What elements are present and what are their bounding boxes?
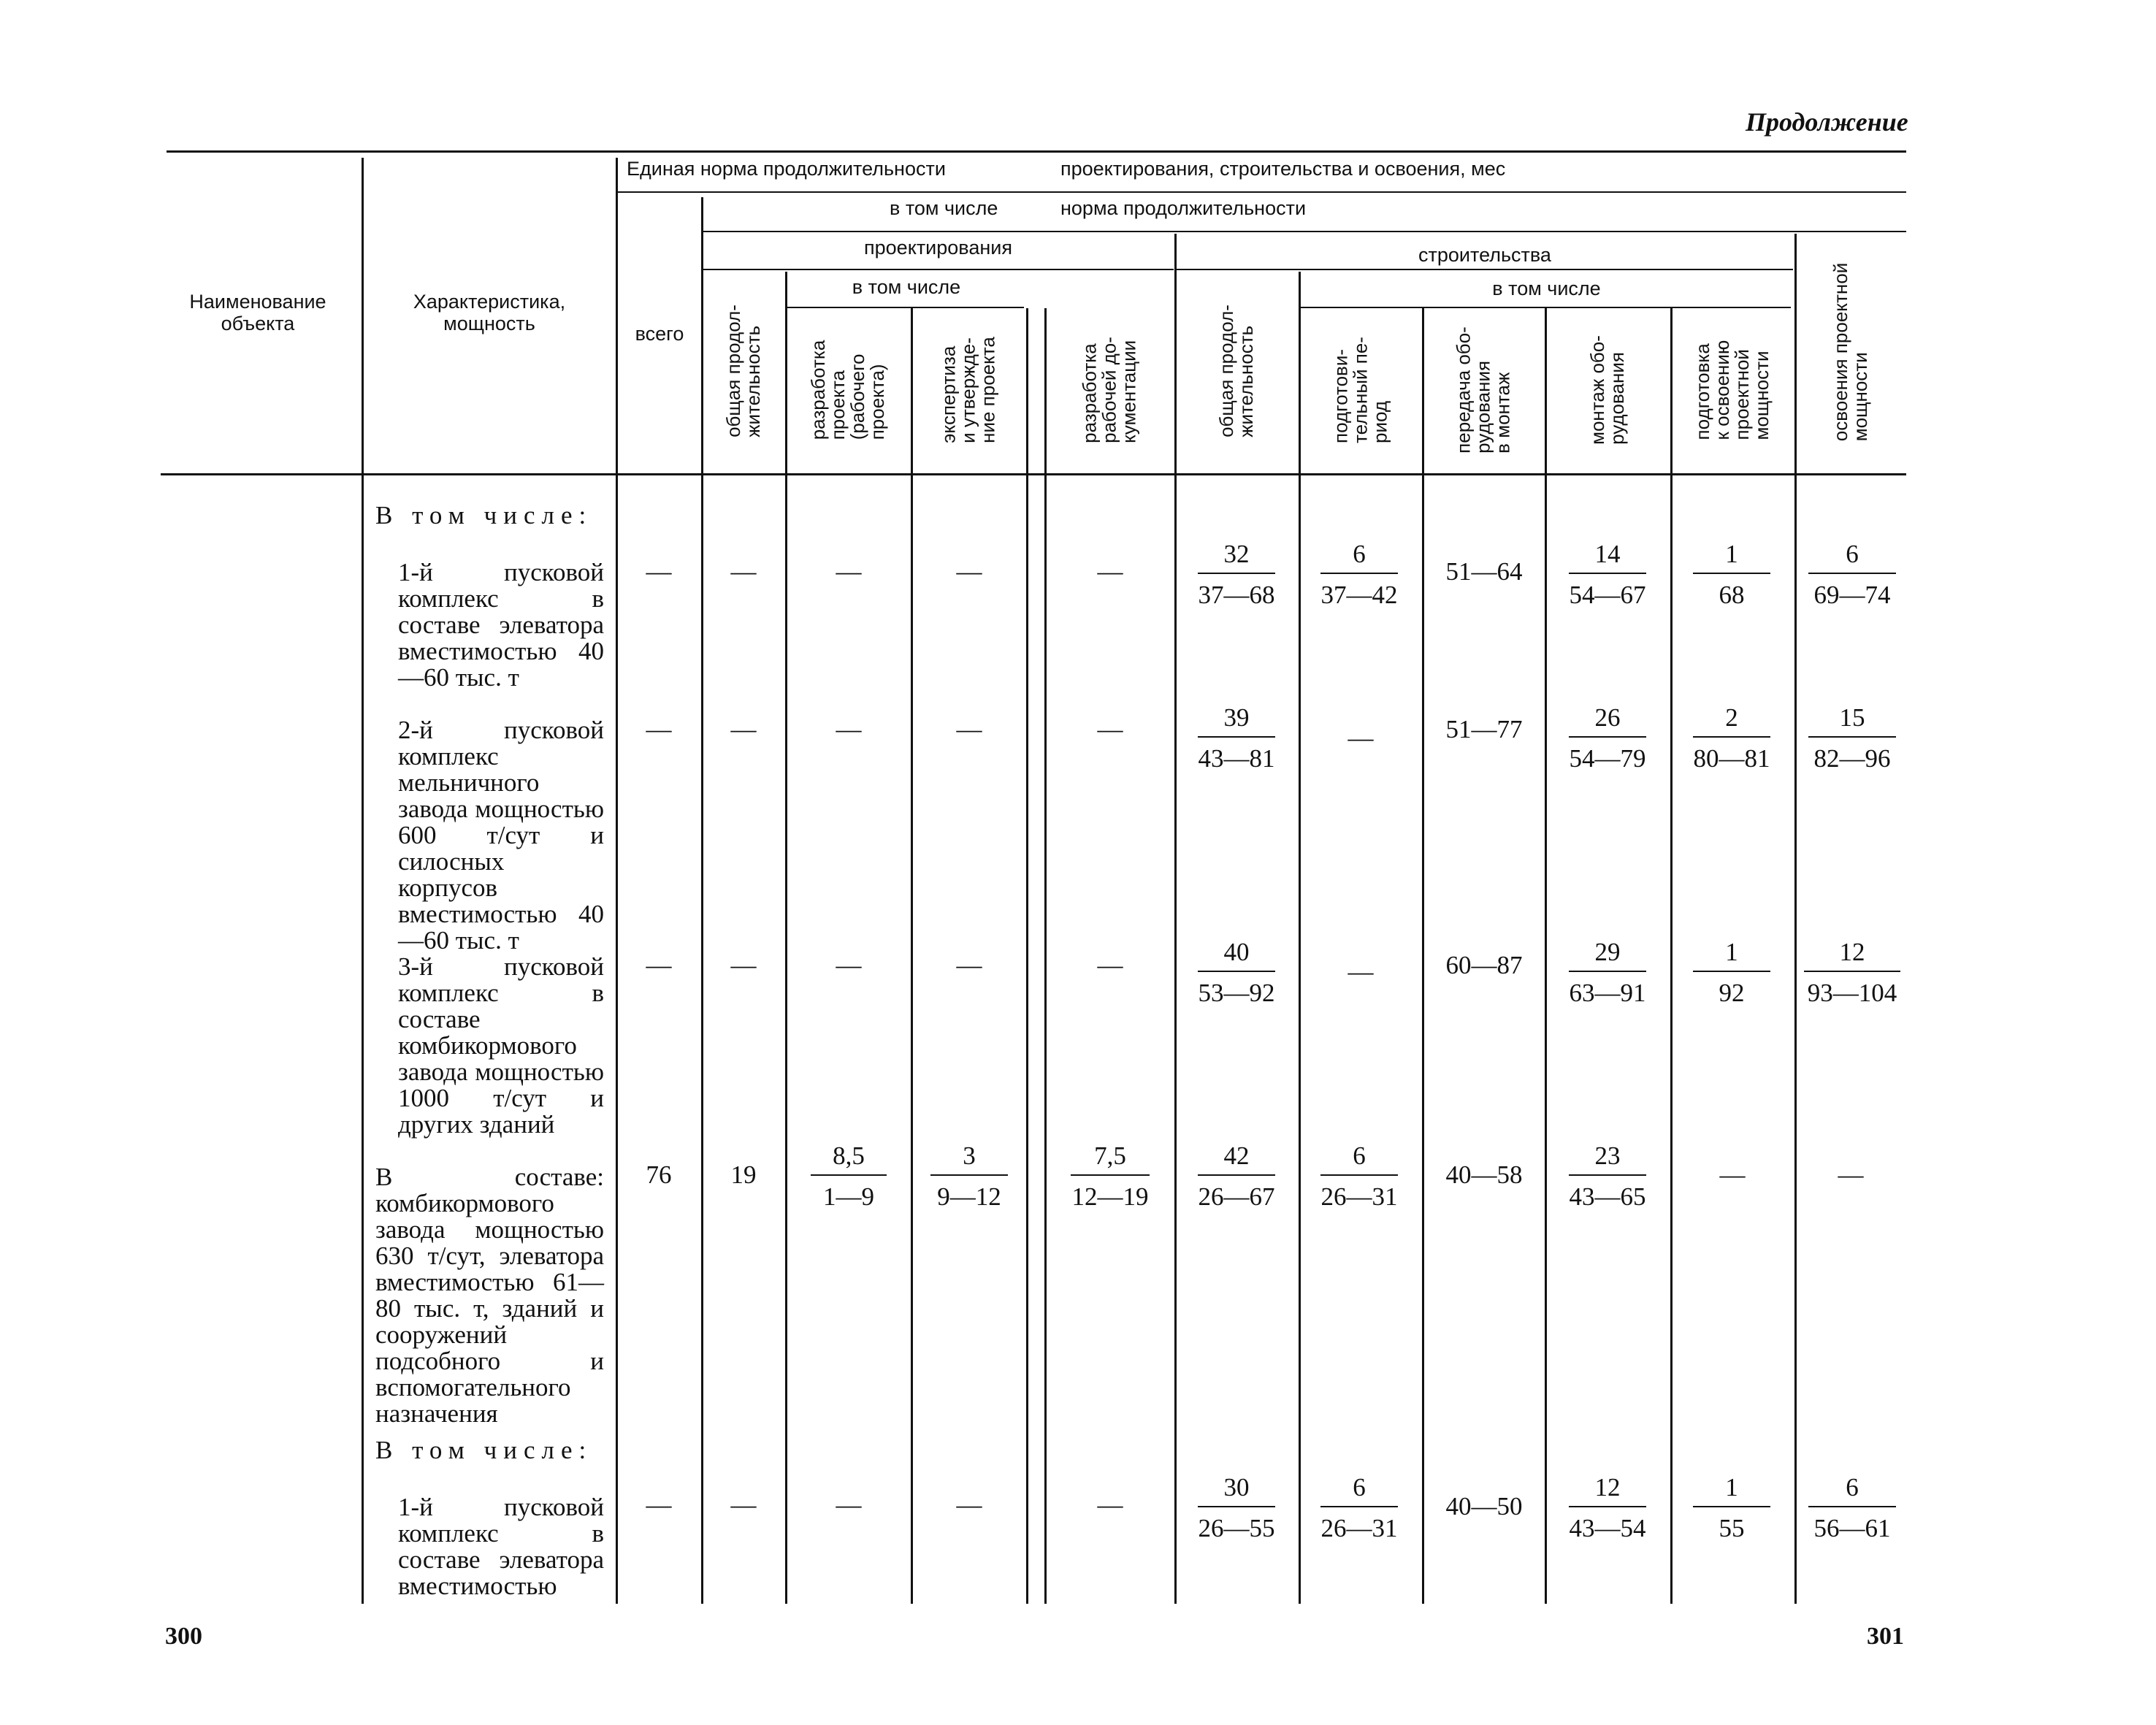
- row-4-design-work: —: [1097, 1491, 1123, 1519]
- row-2-constr-install: $\frac{29}{63—91}$: [1569, 938, 1646, 1007]
- row-0-constr-prep: $\frac{6}{37—42}$: [1320, 540, 1398, 609]
- col-line-7: [1044, 308, 1047, 1604]
- col-line-1: [362, 158, 364, 1604]
- row-1-description: 2-й пусковой комплекс мельничного завода мощностью 600 т/сут и силосных корпусов вместимостью 40—60 тыс. т: [398, 716, 604, 955]
- header-design-exam: экспертиза и утвержде- ние проекта: [937, 337, 999, 443]
- header-design-dev: разработка проекта (рабочего проекта): [807, 340, 888, 440]
- col-line-2: [616, 158, 618, 1604]
- row-4-constr-prep: $\frac{6}{26—31}$: [1320, 1473, 1398, 1542]
- row-0-constr-total: $\frac{32}{37—68}$: [1198, 540, 1275, 609]
- row-3-design-total: 19: [730, 1160, 757, 1189]
- header-total: всего: [635, 323, 684, 345]
- col-line-9: [1299, 272, 1301, 1604]
- continuation-label: Продолжение: [1746, 107, 1908, 137]
- row-2-constr-total: $\frac{40}{53—92}$: [1198, 938, 1275, 1007]
- row-3-description: В составе: комбикормового завода мощностью 630 т/сут, элеватора вместимостью 61—80 тыс. т, зданий и сооружений подсобного и вспомогательного назначения: [375, 1163, 604, 1428]
- row-2-design-exam: —: [956, 951, 982, 979]
- col-line-12: [1670, 308, 1673, 1604]
- header-design-incl: в том числе: [852, 276, 961, 298]
- col-line-11: [1545, 308, 1547, 1604]
- header-top-rule: [167, 150, 1906, 153]
- header-rule-4a: [786, 307, 1024, 308]
- header-unified-norm-a: Единая норма продолжительности: [627, 158, 946, 180]
- header-rule-1: [617, 191, 1906, 193]
- row-2-constr-ready: $\frac{1}{92}$: [1693, 938, 1770, 1007]
- row-1-constr-install: $\frac{26}{54—79}$: [1569, 703, 1646, 773]
- header-design: проектирования: [864, 237, 1012, 259]
- row-0-mastering: $\frac{6}{69—74}$: [1808, 540, 1896, 609]
- row-3-design-work: $\frac{7,5}{12—19}$: [1071, 1141, 1149, 1211]
- row-4-constr-transfer: 40—50: [1445, 1492, 1523, 1521]
- page-number-left: 300: [165, 1623, 202, 1650]
- header-incl-b: норма продолжительности: [1060, 197, 1307, 219]
- row-1-design-dev: —: [836, 715, 862, 743]
- header-rule-2: [703, 231, 1906, 232]
- row-4-mastering: $\frac{6}{56—61}$: [1808, 1474, 1896, 1542]
- row-3-constr-ready: —: [1719, 1160, 1746, 1189]
- row-3-constr-transfer: 40—58: [1445, 1160, 1523, 1189]
- row-3-constr-total: $\frac{42}{26—67}$: [1198, 1141, 1275, 1211]
- header-construction-incl: в том числе: [1492, 278, 1601, 299]
- row-1-total: —: [646, 715, 672, 743]
- row-2-description: 3-й пусковой комплекс в составе комбикормового завода мощностью 1000 т/сут и других зданий: [398, 952, 604, 1139]
- row-1-constr-total: $\frac{39}{43—81}$: [1198, 703, 1275, 773]
- header-design-total: общая продол- жительность: [722, 305, 764, 437]
- row-2-mastering: $\frac{12}{93—104}$: [1804, 938, 1900, 1007]
- header-constr-ready: подготовка к освоению проектной мощности: [1691, 340, 1773, 440]
- row-3-constr-prep: $\frac{6}{26—31}$: [1320, 1141, 1398, 1211]
- row-4-description: 1-й пусковой комплекс в составе элеватора вместимостью: [398, 1493, 604, 1600]
- col-line-5: [911, 308, 913, 1604]
- header-object-name: Наименование объекта: [189, 291, 326, 334]
- row-1-constr-ready: $\frac{2}{80—81}$: [1693, 703, 1770, 773]
- row-0-total: —: [646, 557, 672, 586]
- row-0-design-dev: —: [836, 557, 862, 586]
- header-constr-total: общая продол- жительность: [1215, 305, 1257, 437]
- row-1-constr-prep: —: [1348, 724, 1374, 752]
- header-design-work: разработка рабочей до- кументации: [1078, 337, 1140, 443]
- row-0-design-exam: —: [956, 557, 982, 586]
- row-2-design-total: —: [730, 951, 757, 979]
- row-3-design-exam: $\frac{3}{9—12}$: [930, 1142, 1008, 1211]
- row-2-design-dev: —: [836, 951, 862, 979]
- row-4-constr-install: $\frac{12}{43—54}$: [1569, 1473, 1646, 1542]
- row-4-constr-total: $\frac{30}{26—55}$: [1198, 1473, 1275, 1542]
- header-incl-a: в том числе: [890, 197, 998, 219]
- row-1-design-total: —: [730, 715, 757, 743]
- header-rule-3b: [1177, 269, 1793, 270]
- col-line-4: [785, 272, 787, 1604]
- row-4-constr-ready: $\frac{1}{55}$: [1693, 1474, 1770, 1542]
- header-mastering: освоения проектной мощности: [1830, 262, 1871, 442]
- row-3-total: 76: [646, 1160, 672, 1189]
- page-number-right: 301: [1867, 1623, 1904, 1650]
- row-0-subheading: В том числе:: [375, 501, 593, 529]
- row-1-design-work: —: [1097, 715, 1123, 743]
- header-bottom-rule: [161, 473, 1906, 475]
- row-3-design-dev: $\frac{8,5}{1—9}$: [811, 1142, 887, 1211]
- header-construction: строительства: [1418, 244, 1551, 266]
- row-4-subheading: В том числе:: [375, 1436, 593, 1464]
- header-unified-norm-b: проектирования, строительства и освоения, мес: [1060, 158, 1506, 180]
- row-2-constr-prep: —: [1348, 957, 1374, 986]
- row-0-design-work: —: [1097, 557, 1123, 586]
- row-4-design-exam: —: [956, 1491, 982, 1519]
- row-4-design-dev: —: [836, 1491, 862, 1519]
- row-1-design-exam: —: [956, 715, 982, 743]
- header-constr-install: монтаж обо- рудования: [1586, 335, 1628, 445]
- row-0-design-total: —: [730, 557, 757, 586]
- row-0-constr-ready: $\frac{1}{68}$: [1693, 540, 1770, 609]
- row-0-description: 1-й пусковой комплекс в составе элеватора вместимостью 40—60 тыс. т: [398, 558, 604, 692]
- header-constr-prep: подготови- тельный пе- риод: [1329, 337, 1391, 443]
- row-0-constr-transfer: 51—64: [1445, 557, 1523, 586]
- row-2-constr-transfer: 60—87: [1445, 951, 1523, 979]
- row-1-mastering: $\frac{15}{82—96}$: [1808, 704, 1896, 773]
- row-4-design-total: —: [730, 1491, 757, 1519]
- header-rule-3a: [703, 269, 1174, 270]
- row-0-constr-install: $\frac{14}{54—67}$: [1569, 540, 1646, 609]
- col-line-10: [1422, 308, 1424, 1604]
- row-1-constr-transfer: 51—77: [1445, 715, 1523, 743]
- col-line-6: [1026, 308, 1028, 1604]
- row-2-design-work: —: [1097, 951, 1123, 979]
- header-characteristic: Характеристика, мощность: [413, 291, 566, 334]
- header-constr-transfer: передача обо- рудования в монтаж: [1452, 326, 1514, 454]
- row-3-mastering: —: [1838, 1160, 1864, 1189]
- row-2-total: —: [646, 951, 672, 979]
- row-4-total: —: [646, 1491, 672, 1519]
- row-3-constr-install: $\frac{23}{43—65}$: [1569, 1141, 1646, 1211]
